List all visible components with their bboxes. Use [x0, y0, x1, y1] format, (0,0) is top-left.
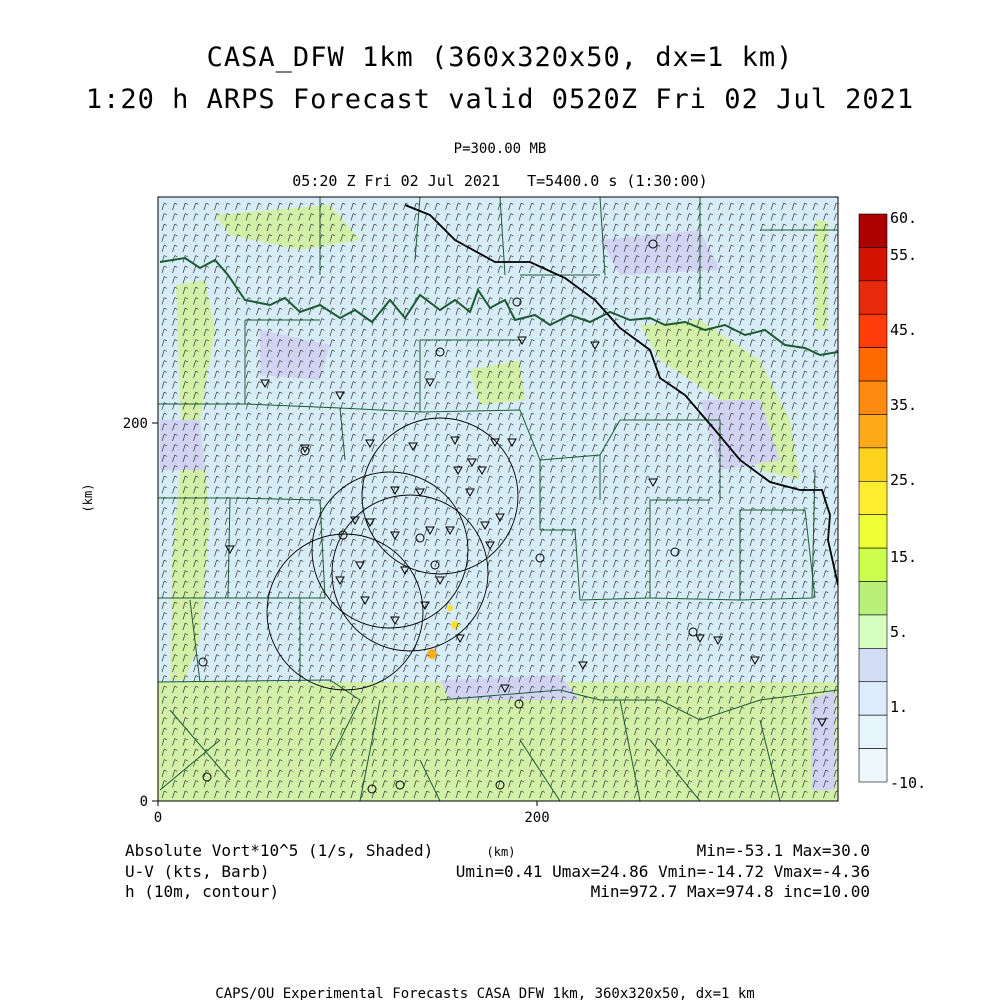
- colorbar-label: 5.: [890, 623, 909, 641]
- valid-time-line: 05:20 Z Fri 02 Jul 2021 T=5400.0 s (1:30:00): [292, 172, 708, 190]
- colorbar-label: 25.: [890, 471, 918, 489]
- colorbar-segment: [859, 381, 887, 414]
- colorbar-segment: [859, 414, 887, 447]
- x-axis: [158, 801, 537, 806]
- y-tick-label: 0: [139, 794, 148, 810]
- map-title-line2: 1:20 h ARPS Forecast valid 0520Z Fri 02 Jul 2021: [85, 84, 915, 115]
- colorbar-label: 45.: [890, 321, 918, 339]
- vorticity-minmax: Min=-53.1 Max=30.0: [696, 841, 870, 860]
- colorbar-segment: [859, 548, 887, 581]
- x-axis-label: (km): [486, 845, 516, 859]
- colorbar-segment: [859, 515, 887, 548]
- colorbar-segment: [859, 214, 887, 247]
- colorbar-segment: [859, 314, 887, 347]
- colorbar: [859, 214, 887, 782]
- colorbar-segment: [859, 448, 887, 481]
- colorbar-label: -10.: [890, 774, 927, 792]
- x-tick-label: 200: [524, 810, 550, 826]
- legend-height: h (10m, contour): [125, 882, 280, 901]
- colorbar-segment: [859, 281, 887, 314]
- colorbar-label: 1.: [890, 698, 909, 716]
- colorbar-segment: [859, 247, 887, 280]
- pressure-level: P=300.00 MB: [453, 141, 547, 157]
- wind-minmax: Umin=0.41 Umax=24.86 Vmin=-14.72 Vmax=-4.36: [455, 862, 870, 881]
- colorbar-label: 35.: [890, 396, 918, 414]
- colorbar-segment: [859, 348, 887, 381]
- y-axis-label: (km): [81, 483, 95, 513]
- legend-wind: U-V (kts, Barb): [125, 862, 270, 881]
- colorbar-label: 60.: [890, 209, 918, 227]
- colorbar-segment: [859, 715, 887, 748]
- vorticity-spot-3: [447, 605, 453, 611]
- colorbar-segment: [859, 648, 887, 681]
- colorbar-segment: [859, 682, 887, 715]
- map-title-line1: CASA_DFW 1km (360x320x50, dx=1 km): [206, 42, 794, 73]
- y-axis: [152, 423, 158, 801]
- colorbar-segment: [859, 481, 887, 514]
- colorbar-label: 15.: [890, 548, 918, 566]
- colorbar-labels: [890, 209, 926, 792]
- legend-vorticity: Absolute Vort*10^5 (1/s, Shaded): [125, 841, 434, 860]
- colorbar-segment: [859, 582, 887, 615]
- lavender-patch-3: [160, 420, 205, 470]
- colorbar-label: 55.: [890, 246, 918, 264]
- footer-credit: CAPS/OU Experimental Forecasts CASA DFW 1km, 360x320x50, dx=1 km: [215, 986, 755, 1000]
- map-area: [158, 197, 839, 802]
- height-minmax: Min=972.7 Max=974.8 inc=10.00: [590, 882, 870, 901]
- x-tick-label: 0: [153, 810, 163, 826]
- y-tick-label: 200: [122, 416, 148, 432]
- green-strip-edge: [816, 220, 828, 330]
- colorbar-segment: [859, 749, 887, 782]
- colorbar-segment: [859, 615, 887, 648]
